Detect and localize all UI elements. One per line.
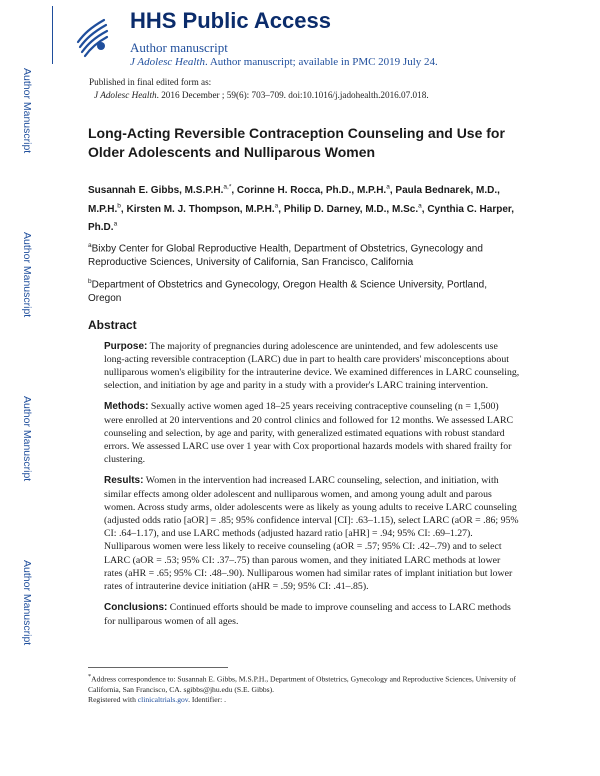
affiliation-mark: a (88, 241, 92, 249)
author-affiliation-mark: b (117, 202, 121, 210)
abstract-section-label: Conclusions: (104, 602, 168, 614)
citation-journal: J Adolesc Health (94, 90, 157, 100)
article-body (88, 124, 520, 636)
abstract-section-text: Continued efforts should be made to improve counseling and access to LARC methods for nulliparous women of all ages. (104, 602, 511, 627)
abstract-section-label: Methods: (104, 401, 149, 413)
header-subtitle: Author manuscript (130, 40, 228, 55)
author-name: Paula Bednarek, M.D., M.P.H. (88, 185, 500, 215)
author-separator: , (421, 203, 428, 215)
author (237, 185, 395, 196)
abstract-sections (88, 340, 520, 628)
article-title: Long-Acting Reversible Contraception Counseling and Use for Older Adolescents and Nulliparous Women (88, 125, 505, 160)
author-name: Cynthia C. Harper, Ph.D. (88, 203, 515, 233)
registered-prefix: Registered with (88, 694, 138, 704)
author-separator: , (278, 203, 284, 215)
registration-note (88, 695, 520, 705)
abstract-section (104, 340, 520, 393)
citation (89, 89, 429, 102)
header-divider (52, 6, 53, 64)
correspondence-text: Address correspondence to: Susannah E. Gibbs, M.S.P.H., Department of Obstetrics, Gynecology and Reproductive Sciences, University of California, San Francisco, CA. sgibbs@jhu.edu (S.E. Gibbs). (88, 674, 516, 694)
correspondence-note (88, 672, 520, 695)
affiliation (88, 239, 520, 269)
registered-suffix: . Identifier: . (188, 694, 227, 704)
sidebar-label: Author Manuscript (21, 396, 33, 482)
author-affiliation-mark: a (386, 184, 390, 191)
abstract-section (104, 474, 520, 593)
author-affiliation-mark: a (274, 202, 279, 210)
affiliation (88, 275, 520, 305)
author-affiliation-mark: a (113, 220, 118, 228)
footnote-divider (88, 667, 228, 668)
abstract-section-label: Results: (104, 475, 144, 487)
author-name: Susannah E. Gibbs, M.S.P.H. (88, 185, 224, 197)
author (88, 185, 237, 196)
author-separator: , (120, 203, 127, 215)
abstract-section (104, 400, 520, 466)
citation-details: . 2016 December ; 59(6): 703–709. doi:10.1016/j.jadohealth.2016.07.018. (156, 90, 429, 100)
author (284, 204, 427, 215)
author-affiliation-mark: a,* (223, 184, 232, 191)
abstract-heading: Abstract (88, 317, 137, 332)
affiliation-mark: b (88, 278, 92, 286)
abstract-section-text: Sexually active women aged 18–25 years receiving contraceptive counseling (n = 1,500) were enrolled at 20 interventions and 20 control clinics and followed for 12 months. We assessed LARC counseling and selection, by age and parity, with generalized estimated equations with robust standard errors. We assessed LARC use over 1 year with Cox proportional hazards models with shared frailty for clustering. (104, 401, 514, 466)
journal-name: J Adolesc Health (130, 56, 205, 68)
author-name: Corinne H. Rocca, Ph.D., M.P.H. (236, 185, 387, 197)
affiliation-list (88, 239, 520, 306)
sidebar-label: Author Manuscript (21, 232, 33, 318)
author-name: Kirsten M. J. Thompson, M.P.H. (126, 203, 275, 215)
header-title: HHS Public Access (130, 8, 331, 33)
author-separator: , (231, 185, 237, 197)
sidebar-label: Author Manuscript (21, 560, 33, 646)
header-journal-line (130, 56, 438, 68)
hhs-eagle-logo-icon (74, 12, 110, 60)
footnote-star: * (88, 673, 92, 680)
affiliation-text: Bixby Center for Global Reproductive Health, Department of Obstetrics, Gynecology and Reproductive Sciences, University of California, San Francisco, California (88, 243, 483, 268)
sidebar-label: Author Manuscript (21, 68, 33, 154)
author-separator: , (389, 185, 396, 197)
publication-label: Published in final edited form as: (89, 77, 212, 87)
abstract-section-label: Purpose: (104, 340, 148, 352)
abstract-section-text: Women in the intervention had increased LARC counseling, selection, and initiation, with similar effects among older adolescent and nulliparous women, and among young adult and parous women. Across study arms, older adolescents were as likely as young adults to receive LARC counseling (adjusted odds ratio [aOR] = .85; 95% confidence interval [CI]: .63–1.15), select LARC (aOR = .86; 95% CI: .64–1.17), and use LARC methods (adjusted hazard ratio [aHR] = .94; 95% CI: .69–1.27). Nulliparous women were less likely to receive counseling (aOR = .57; 95% CI: .42–.79) and to select LARC (aOR = .53; 95% CI: .37–.75) than parous women, and they initiated LARC methods at lower rates (aHR = .65; 95% CI: .48–.90). Nulliparous women had similar rates of implant initiation but lower rates of intrauterine device initiation (aHR = .59; 95% CI: .41–.85). (104, 475, 519, 593)
affiliation-text: Department of Obstetrics and Gynecology, Oregon Health & Science University, Portland, Oregon (88, 279, 487, 305)
abstract-section (104, 601, 520, 627)
clinicaltrials-link[interactable]: clinicaltrials.gov (137, 694, 189, 704)
author-list (88, 180, 520, 235)
author-affiliation-mark: a (418, 202, 422, 210)
availability-text: . Author manuscript; available in PMC 2019 July 24. (204, 56, 438, 68)
publication-info (89, 76, 429, 102)
abstract-section-text: The majority of pregnancies during adolescence are unintended, and few adolescents use long-acting reversible contraception (LARC) due in part to health care providers' misconceptions about nulliparous women's eligibility for the intrauterine device. We examined differences in LARC counseling, selection, and initiation by age and parity in a study with a provider's LARC training intervention. (104, 340, 520, 392)
author-name: Philip D. Darney, M.D., M.Sc. (283, 203, 419, 215)
footnote (88, 672, 520, 705)
author (126, 204, 283, 215)
